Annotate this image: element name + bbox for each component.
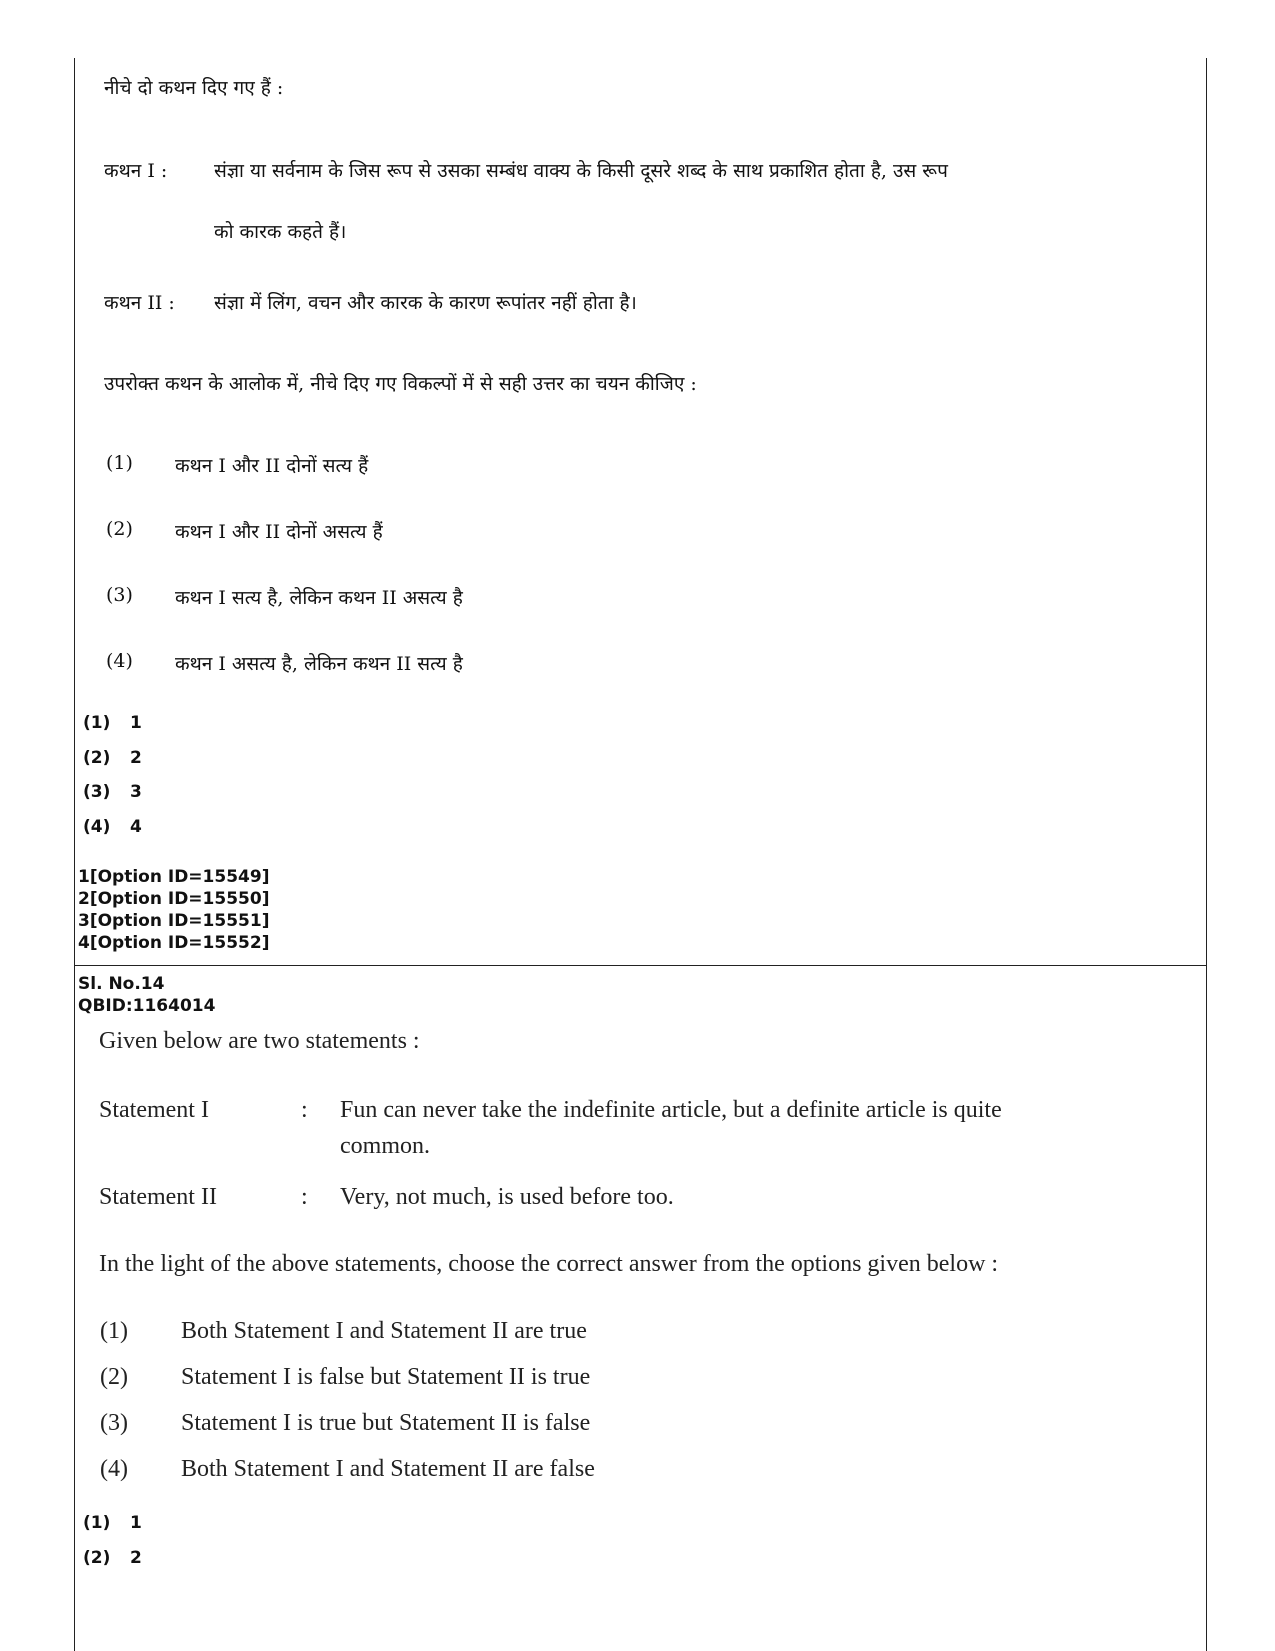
q14-statement1-colon: : xyxy=(301,1097,308,1123)
q13-statement1-label: कथन I : xyxy=(104,160,168,182)
q14-statement1-line1: Fun can never take the indefinite article, but a definite article is quite xyxy=(340,1097,1002,1123)
q14-option-text: Both Statement I and Statement II are false xyxy=(181,1456,595,1482)
q13-statement1-line1: संज्ञा या सर्वनाम के जिस रूप से उसका सम्बंध वाक्य के किसी दूसरे शब्द के साथ प्रकाशित होता है, उस रूप xyxy=(214,160,948,182)
q13-answer-key-number: (3) xyxy=(83,782,111,802)
q13-option-id: 3[Option ID=15551] xyxy=(78,911,270,931)
q14-statement1-line2: common. xyxy=(340,1133,430,1159)
q14-answer-key-value: 2 xyxy=(130,1548,142,1568)
q14-intro: Given below are two statements : xyxy=(99,1028,420,1054)
q14-statement1-label: Statement I xyxy=(99,1097,209,1123)
q13-answer-key-number: (2) xyxy=(83,748,111,768)
q13-statement2-label: कथन II : xyxy=(104,292,175,314)
q13-answer-key-number: (1) xyxy=(83,713,111,733)
q13-intro: नीचे दो कथन दिए गए हैं : xyxy=(104,77,284,99)
q14-answer-key-number: (2) xyxy=(83,1548,111,1568)
q13-statement1-line2: को कारक कहते हैं। xyxy=(214,221,347,243)
q14-option-text: Both Statement I and Statement II are true xyxy=(181,1318,587,1344)
q13-option-number: (3) xyxy=(106,584,133,606)
q14-statement2-label: Statement II xyxy=(99,1184,217,1210)
q13-option-id: 4[Option ID=15552] xyxy=(78,933,270,953)
q13-option-text: कथन I और II दोनों असत्य हैं xyxy=(175,521,383,543)
q14-answer-key-number: (1) xyxy=(83,1513,111,1533)
q13-answer-key-value: 4 xyxy=(130,817,142,837)
q14-option-text: Statement I is false but Statement II is true xyxy=(181,1364,591,1390)
q13-option-number: (2) xyxy=(106,518,133,540)
q14-serial-number: Sl. No.14 xyxy=(78,974,165,994)
q14-statement2-colon: : xyxy=(301,1184,308,1210)
q13-option-id: 2[Option ID=15550] xyxy=(78,889,270,909)
q13-option-number: (1) xyxy=(106,452,133,474)
q14-option-number: (1) xyxy=(100,1318,128,1344)
q13-prompt: उपरोक्त कथन के आलोक में, नीचे दिए गए विकल्पों में से सही उत्तर का चयन कीजिए : xyxy=(104,373,697,395)
q13-answer-key-number: (4) xyxy=(83,817,111,837)
q14-qbid: QBID:1164014 xyxy=(78,996,216,1016)
q14-option-number: (2) xyxy=(100,1364,128,1390)
q13-option-text: कथन I सत्य है, लेकिन कथन II असत्य है xyxy=(175,587,463,609)
q13-answer-key-value: 3 xyxy=(130,782,142,802)
q13-option-id: 1[Option ID=15549] xyxy=(78,867,270,887)
q13-statement2-text: संज्ञा में लिंग, वचन और कारक के कारण रूपांतर नहीं होता है। xyxy=(214,292,637,314)
q13-option-text: कथन I और II दोनों सत्य हैं xyxy=(175,455,369,477)
q13-option-number: (4) xyxy=(106,650,133,672)
q14-answer-key-value: 1 xyxy=(130,1513,142,1533)
q14-prompt: In the light of the above statements, choose the correct answer from the options given below : xyxy=(99,1251,999,1277)
q14-option-number: (3) xyxy=(100,1410,128,1436)
q13-answer-key-value: 1 xyxy=(130,713,142,733)
q13-option-text: कथन I असत्य है, लेकिन कथन II सत्य है xyxy=(175,653,463,675)
q14-statement2-text: Very, not much, is used before too. xyxy=(340,1184,674,1210)
q14-option-number: (4) xyxy=(100,1456,128,1482)
question-divider xyxy=(74,965,1207,966)
q13-answer-key-value: 2 xyxy=(130,748,142,768)
q14-option-text: Statement I is true but Statement II is false xyxy=(181,1410,591,1436)
